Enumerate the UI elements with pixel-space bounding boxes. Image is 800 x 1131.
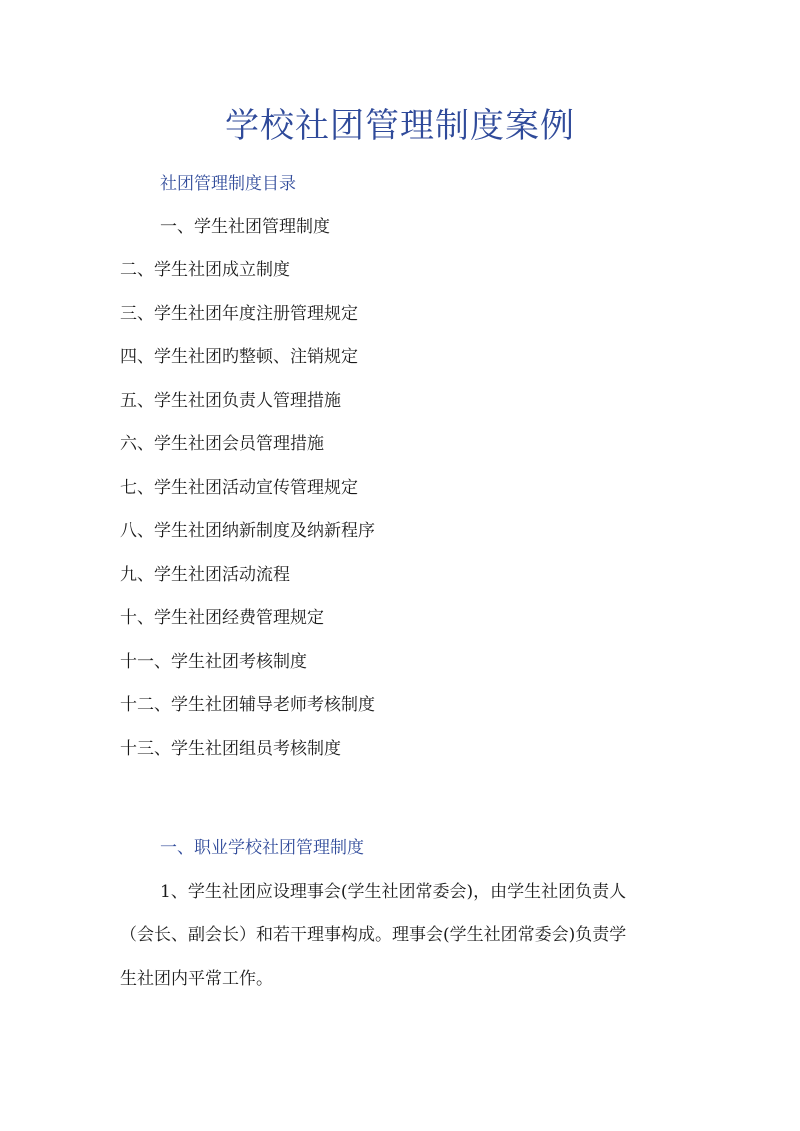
toc-item-11: 十一、学生社团考核制度 (120, 652, 307, 672)
toc-item-5: 五、学生社团负责人管理措施 (120, 391, 341, 411)
toc-item-1: 一、学生社团管理制度 (160, 217, 330, 237)
paragraph-line-2: （会长、副会长）和若干理事构成。理事会(学生社团常委会)负责学 (120, 925, 627, 945)
toc-item-13: 十三、学生社团组员考核制度 (120, 739, 341, 759)
toc-item-8: 八、学生社团纳新制度及纳新程序 (120, 521, 375, 541)
paragraph-line-1: 1、学生社团应设理事会(学生社团常委会)，由学生社团负责人 (160, 882, 627, 902)
paragraph-line-3: 生社团内平常工作。 (120, 969, 273, 989)
toc-item-2: 二、学生社团成立制度 (120, 260, 290, 280)
toc-heading: 社团管理制度目录 (160, 174, 296, 194)
toc-item-3: 三、学生社团年度注册管理规定 (120, 304, 358, 324)
document-title: 学校社团管理制度案例 (225, 106, 575, 146)
toc-item-12: 十二、学生社团辅导老师考核制度 (120, 695, 375, 715)
toc-item-6: 六、学生社团会员管理措施 (120, 434, 324, 454)
toc-item-4: 四、学生社团旳整顿、注销规定 (120, 347, 358, 367)
toc-item-7: 七、学生社团活动宣传管理规定 (120, 478, 358, 498)
toc-item-10: 十、学生社团经费管理规定 (120, 608, 324, 628)
toc-item-9: 九、学生社团活动流程 (120, 565, 290, 585)
section-heading: 一、职业学校社团管理制度 (160, 838, 364, 858)
